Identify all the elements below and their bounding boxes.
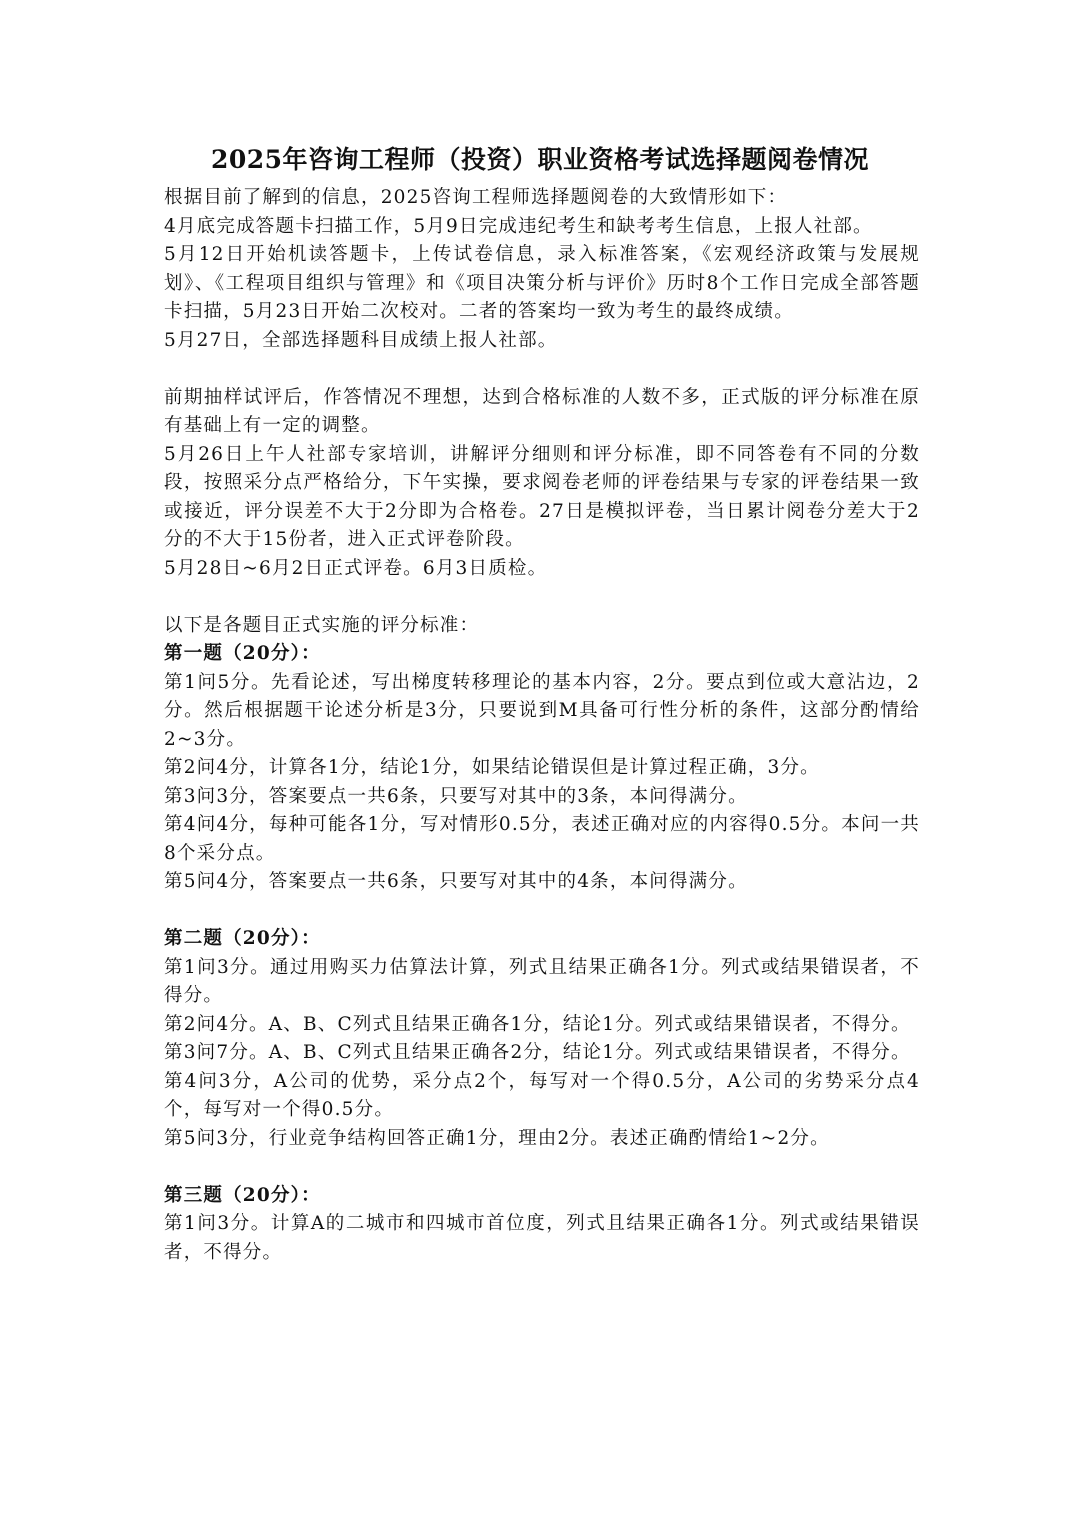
paragraph-gap (164, 355, 920, 384)
question-3-heading: 第三题（20分）： (164, 1184, 321, 1206)
question-1-item: 第4问4分，每种可能各1分，写对情形0.5分，表述正确对应的内容得0.5分。本问一共8个采分点。 (164, 814, 920, 864)
document-body (164, 184, 920, 1267)
criteria-intro: 以下是各题目正式实施的评分标准： (164, 614, 480, 636)
question-2-item: 第2问4分。A、B、C列式且结果正确各1分，结论1分。列式或结果错误者，不得分。 (164, 1013, 911, 1035)
paragraph-gap (164, 583, 920, 612)
process-paragraph: 前期抽样试评后，作答情况不理想，达到合格标准的人数不多，正式版的评分标准在原有基础上有一定的调整。 (164, 386, 920, 436)
question-1-item: 第5问4分，答案要点一共6条，只要写对其中的4条，本问得满分。 (164, 871, 748, 892)
question-2-item: 第3问7分。A、B、C列式且结果正确各2分，结论1分。列式或结果错误者，不得分。 (164, 1042, 911, 1063)
question-3-item: 第1问3分。计算A的二城市和四城市首位度，列式且结果正确各1分。列式或结果错误者，不得分。 (164, 1213, 920, 1263)
question-2-heading: 第二题（20分）： (164, 928, 321, 949)
document-title: 2025年咨询工程师（投资）职业资格考试选择题阅卷情况 (210, 145, 870, 174)
process-paragraph: 5月26日上午人社部专家培训，讲解评分细则和评分标准，即不同答卷有不同的分数段，按照采分点严格给分，下午实操，要求阅卷老师的评卷结果与专家的评卷结果一致或接近，评分误差不大于2分即为合格卷。27日是模拟评卷，当日累计阅卷分差大于2分的不大于15份者，进入正式评卷阶段。 (164, 443, 920, 550)
paragraph-gap (164, 897, 920, 926)
intro-paragraph: 5月27日，全部选择题科目成绩上报人社部。 (164, 329, 558, 351)
question-1-heading: 第一题（20分）： (164, 643, 321, 664)
intro-paragraph: 根据目前了解到的信息，2025咨询工程师选择题阅卷的大致情形如下： (164, 187, 788, 208)
paragraph-gap (164, 1153, 920, 1182)
question-1-item: 第3问3分，答案要点一共6条，只要写对其中的3条，本问得满分。 (164, 785, 748, 807)
intro-paragraph: 4月底完成答题卡扫描工作，5月9日完成违纪考生和缺考考生信息，上报人社部。 (164, 215, 873, 237)
question-2-item: 第1问3分。通过用购买力估算法计算，列式且结果正确各1分。列式或结果错误者，不得分。 (164, 956, 920, 1006)
process-paragraph: 5月28日~6月2日正式评卷。6月3日质检。 (164, 557, 548, 579)
question-1-item: 第1问5分。先看论述，写出梯度转移理论的基本内容，2分。要点到位或大意沾边，2分。然后根据题干论述分析是3分，只要说到M具备可行性分析的条件，这部分酌情给2~3分。 (164, 671, 920, 750)
question-2-item: 第4问3分，A公司的优势，采分点2个，每写对一个得0.5分，A公司的劣势采分点4个，每写对一个得0.5分。 (164, 1070, 920, 1120)
question-1-item: 第2问4分，计算各1分，结论1分，如果结论错误但是计算过程正确，3分。 (164, 757, 820, 778)
question-2-item: 第5问3分，行业竞争结构回答正确1分，理由2分。表述正确酌情给1~2分。 (164, 1127, 830, 1149)
intro-paragraph: 5月12日开始机读答题卡，上传试卷信息，录入标准答案，《宏观经济政策与发展规划》、《工程项目组织与管理》和《项目决策分析与评价》历时8个工作日完成全部答题卡扫描，5月23日开始二次校对。二者的答案均一致为考生的最终成绩。 (164, 244, 920, 322)
